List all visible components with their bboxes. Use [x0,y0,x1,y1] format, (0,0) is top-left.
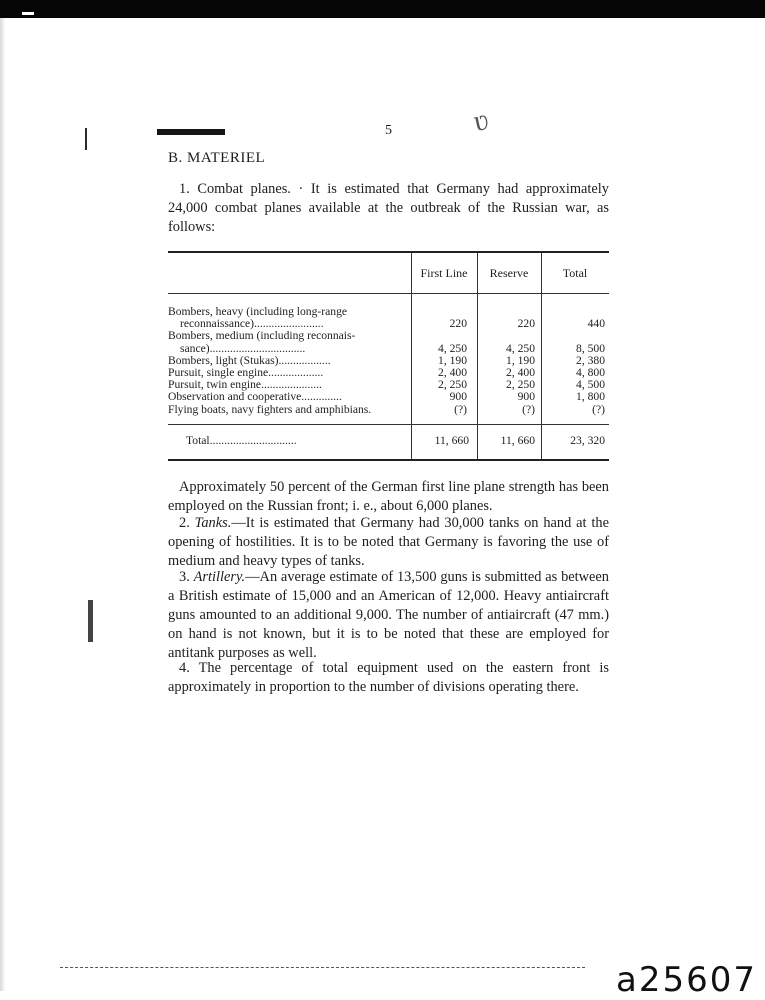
cell-first-line: 2, 400 [438,366,467,380]
tanks-number: 2. [179,515,195,531]
cell-total: 8, 500 [576,341,605,355]
row-label: Bombers, medium (including reconnais- [168,330,356,343]
equipment-paragraph: 4. The percentage of total equipment used on the eastern front is approximately in proportion to the number of divisions operating there. [168,660,609,695]
intro-paragraph: 1. Combat planes. · It is estimated that Germany had approximately 24,000 combat planes available at the outbreak of the Russian war, as follows: [168,181,609,235]
section-heading: B. MATERIEL [168,150,266,166]
cell-reserve: 1, 190 [506,353,535,367]
table-bottom-rule [168,459,609,461]
cell-first-line: 220 [449,317,467,331]
row-label: Bombers, light (Stukas).................. [168,354,331,367]
redaction-bar [157,129,225,135]
scan-left-edge [0,18,5,991]
header-total: Total [562,266,588,280]
artillery-title: Artillery. [193,569,246,585]
cell-reserve: 2, 250 [506,378,535,392]
combat-planes-table [168,251,609,461]
scan-top-border [0,0,765,18]
column-divider [411,294,412,424]
column-divider [541,425,542,459]
total-label: Total.............................. [186,434,297,447]
handwritten-mark: ʋ [470,102,492,139]
total-total: 23, 320 [570,434,605,447]
artillery-number: 3. [179,569,194,585]
header-reserve: Reserve [489,266,529,280]
total-reserve: 11, 660 [500,434,535,447]
row-labels [168,306,408,416]
cell-first-line: (?) [454,402,467,416]
total-column [543,306,605,416]
footer-rule [60,967,585,969]
artillery-paragraph [168,568,609,663]
cell-first-line: 900 [449,390,467,404]
column-divider [477,425,478,459]
row-label: reconnaissance)........................ [180,318,324,331]
column-divider [477,294,478,424]
row-label: Pursuit, twin engine..................... [168,379,322,392]
cell-reserve: 4, 250 [506,341,535,355]
scan-notch [22,12,34,15]
cell-reserve: 2, 400 [506,366,535,380]
row-label: Observation and cooperative.............. [168,391,342,404]
cell-total: 440 [587,317,605,331]
column-divider [541,294,542,424]
table-header-row [168,253,609,293]
cell-reserve: (?) [522,402,535,416]
margin-mark [85,128,87,150]
first-line-strength-paragraph: Approximately 50 percent of the German first line plane strength has been employed on the Russian front; i. e., about 6,000 planes. [168,479,609,514]
row-label: Pursuit, single engine................... [168,367,324,380]
cell-reserve: 220 [517,317,535,331]
cell-first-line: 2, 250 [438,378,467,392]
tanks-paragraph [168,514,609,571]
row-label: sance)................................. [180,342,306,355]
tanks-title: Tanks. [194,515,232,531]
header-first-line: First Line [420,266,468,280]
document-stamp-number: a25607 [616,960,757,1000]
cell-total: 4, 800 [576,366,605,380]
cell-reserve: 900 [517,390,535,404]
reserve-column [479,306,535,416]
margin-mark [88,600,93,642]
first-line-column [413,306,467,416]
cell-total: (?) [592,402,605,416]
total-first-line: 11, 660 [434,434,469,447]
cell-first-line: 4, 250 [438,341,467,355]
cell-first-line: 1, 190 [438,353,467,367]
artillery-text: —An average estimate of 13,500 guns is submitted as between a British estimate of 15,000 and an American of 12,000. Heavy antiaircraft guns amounted to an additional 9,000. The number of antiaircraft (47 mm.) on hand is not known, but it is to be noted that these are employed for antitank purposes as well. [168,569,610,661]
row-label: Bombers, heavy (including long-range [168,306,348,318]
cell-total: 1, 800 [576,390,605,404]
table-body [168,294,609,424]
column-divider [411,425,412,459]
tanks-text: —It is estimated that Germany had 30,000 tanks on hand at the opening of hostilities. It is to be noted that Germany is favoring the use of medium and heavy types of tanks. [168,515,610,569]
page-number: 5 [385,123,392,138]
cell-total: 2, 380 [576,353,605,367]
table-total-row [168,425,609,459]
row-label: Flying boats, navy fighters and amphibians. [168,403,372,416]
cell-total: 4, 500 [576,378,605,392]
